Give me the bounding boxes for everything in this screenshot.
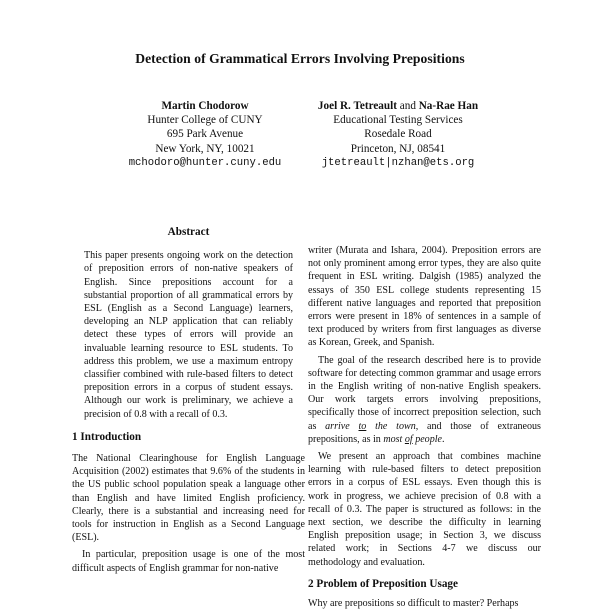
author-affiliation: Hunter College of CUNY bbox=[147, 114, 263, 127]
author-address-line: Princeton, NJ, 08541 bbox=[350, 142, 446, 155]
author-name: Na-Rae Han bbox=[418, 100, 479, 112]
error-word: of bbox=[404, 433, 413, 445]
author-address-line: 695 Park Avenue bbox=[166, 128, 244, 141]
author-name: Martin Chodorow bbox=[161, 100, 249, 112]
error-word: to bbox=[358, 420, 367, 432]
author-names bbox=[303, 99, 493, 113]
author-block-left bbox=[110, 99, 300, 170]
right-column bbox=[308, 244, 541, 610]
paragraph: writer (Murata and Ishara, 2004). Preposition errors are not only prominent among error types, they are also quite frequent in ESL writing. Dalgish (1985) analyzed the essays of 350 ESL college students representing 15 different native languages and reported that preposition errors were present in 18% of sentences in a sample of text produced by writers from first languages as diverse as Korean, Greek, and Spanish. bbox=[308, 245, 541, 349]
author-block-right bbox=[303, 99, 493, 170]
example-phrase: most of people bbox=[383, 433, 442, 445]
section-heading-problem: 2 Problem of Preposition Usage bbox=[308, 577, 458, 590]
paragraph: In particular, preposition usage is one of the most difficult aspects of English grammar for non-native bbox=[72, 549, 305, 574]
author-conjunction: and bbox=[399, 100, 416, 112]
paragraph: The National Clearinghouse for English Language Acquisition (2002) estimates that 9.6% of the students in the US public school population speak a language other than English and have limited English proficiency. Clearly, there is a substantial and increasing need for tools for instruction in English as a Second Language (ESL). bbox=[72, 453, 305, 544]
author-email: jtetreault|nzhan@ets.org bbox=[321, 156, 475, 169]
paragraph: We present an approach that combines machine learning with rule-based filters to detect preposition errors in a corpus of ESL essays. Even though this is work in progress, we achieve precision of 0.8 with a recall of 0.3. The paper is structured as follows: in the next section, we describe the difficulty in learning English preposition usage; in Section 3, we discuss related work; in Sections 4-7 we discuss our methodology and evaluation. bbox=[308, 451, 541, 568]
paper-title: Detection of Grammatical Errors Involving Prepositions bbox=[135, 51, 465, 66]
abstract-text: This paper presents ongoing work on the detection of preposition errors of non-native speakers of English. Since prepositions account for a substantial proportion of all grammatical errors by ESL (English as a Second Language) learners, developing an NLP application that can reliably detect these types of errors will provide an invaluable learning resource to ESL students. To address this problem, we use a maximum entropy classifier combined with rule-based filters to detect preposition errors in a corpus of student essays. Although our work is preliminary, we achieve a precision of 0.8 with a recall of 0.3. bbox=[84, 250, 293, 420]
paragraph-text: . bbox=[441, 433, 445, 445]
abstract-heading: Abstract bbox=[167, 226, 210, 238]
paragraph: Why are prepositions so difficult to master? Perhaps bbox=[308, 598, 519, 610]
author-address-line: New York, NY, 10021 bbox=[155, 142, 255, 155]
section-heading-introduction: 1 Introduction bbox=[72, 430, 142, 443]
author-address-line: Rosedale Road bbox=[364, 128, 432, 141]
paragraph-text: , and those of extraneous prepositions, as in bbox=[308, 420, 541, 445]
author-name: Joel R. Tetreault bbox=[317, 100, 397, 112]
paragraph-goal bbox=[308, 354, 541, 446]
paragraph-text: The goal of the research described here is to provide software for detecting common grammar and usage errors in the English writing of non-native English speakers. Our work targets errors involving prepositions, specifically those of incorrect preposition selection, such as bbox=[308, 354, 541, 432]
example-phrase: arrive to the town bbox=[325, 420, 416, 432]
author-email: mchodoro@hunter.cuny.edu bbox=[128, 156, 282, 169]
author-affiliation: Educational Testing Services bbox=[333, 114, 463, 127]
left-column bbox=[72, 226, 305, 575]
